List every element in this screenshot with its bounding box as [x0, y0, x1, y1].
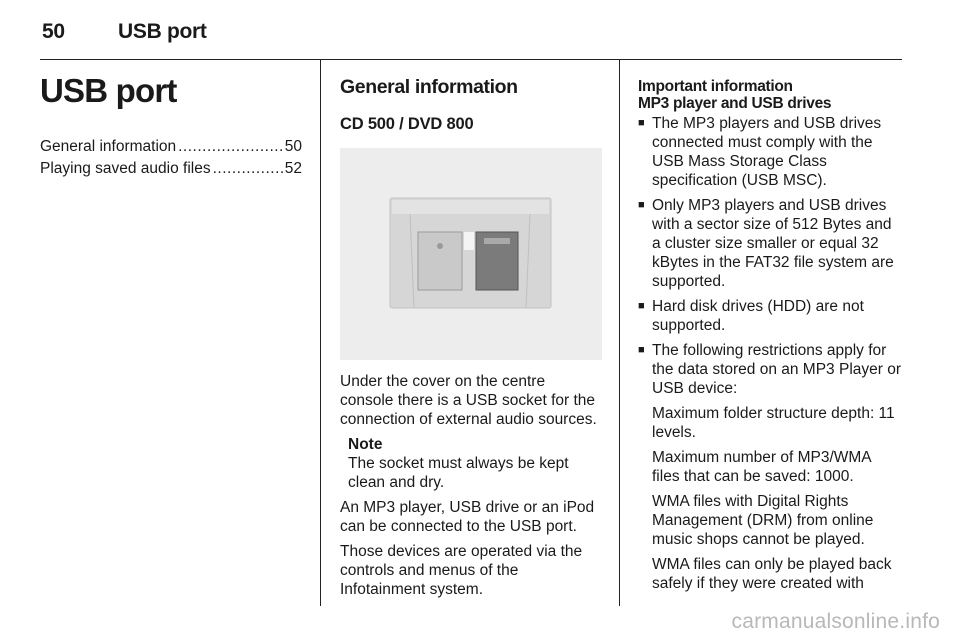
- list-item: [638, 196, 902, 291]
- watermark-text: carmanualsonline.info: [731, 610, 940, 633]
- column-divider-right: [619, 60, 620, 606]
- operation-paragraph: Those devices are operated via the controls and menus of the Infotainment system.: [340, 543, 583, 598]
- toc-entry-general-information[interactable]: [40, 136, 302, 158]
- toc-entry-page: 50: [284, 138, 302, 155]
- intro-paragraph: Under the cover on the centre console there is a USB socket for the connection of external audio sources.: [340, 373, 597, 428]
- general-information-column: [340, 76, 602, 605]
- restriction-item: Maximum number of MP3/WMA files that can be saved: 1000.: [652, 449, 871, 485]
- header-rule: [40, 59, 902, 60]
- list-item-text: Only MP3 players and USB drives with a sector size of 512 Bytes and a cluster size smaller or equal 32 kBytes in the FAT32 file system are supported.: [652, 197, 894, 290]
- toc-entry-label: Playing saved audio files: [40, 160, 211, 177]
- square-bullet-icon: ■: [638, 344, 645, 356]
- square-bullet-icon: ■: [638, 199, 645, 211]
- list-item-text: The MP3 players and USB drives connected must comply with the USB Mass Storage Class specification (USB MSC).: [652, 115, 882, 189]
- connection-paragraph: An MP3 player, USB drive or an iPod can be connected to the USB port.: [340, 499, 595, 535]
- list-item: [638, 341, 902, 398]
- toc-leader-dots: [213, 158, 283, 180]
- restriction-item: WMA files can only be played back safely if they were created with: [652, 556, 892, 592]
- list-item-text: The following restrictions apply for the data stored on an MP3 Player or USB device:: [652, 342, 902, 397]
- restriction-item: Maximum folder structure depth: 11 levels.: [652, 405, 895, 441]
- restriction-item: WMA files with Digital Rights Management (DRM) from online music shops cannot be played.: [652, 493, 874, 548]
- list-item: [638, 297, 902, 335]
- note-title: Note: [348, 436, 383, 453]
- list-item-text: Hard disk drives (HDD) are not supported.: [652, 298, 864, 334]
- toc-entry-page: 52: [284, 160, 302, 177]
- page-number: 50: [42, 20, 65, 43]
- list-item: [638, 114, 902, 190]
- usb-socket-drawing: [340, 148, 602, 360]
- toc-entry-label: General information: [40, 138, 177, 155]
- note-text: The socket must always be kept clean and dry.: [348, 455, 569, 491]
- section-heading: General information: [340, 76, 518, 98]
- toc-leader-dots: [178, 136, 283, 158]
- chapter-title: USB port: [40, 72, 177, 109]
- toc-entry-playing-saved-audio-files[interactable]: [40, 158, 302, 180]
- column-divider-left: [320, 60, 321, 606]
- important-info-heading: Important information: [638, 78, 793, 95]
- important-information-column: [638, 78, 902, 599]
- square-bullet-icon: ■: [638, 300, 645, 312]
- running-header-title: USB port: [118, 20, 207, 43]
- square-bullet-icon: ■: [638, 117, 645, 129]
- mp3-usb-subheading: MP3 player and USB drives: [638, 95, 832, 112]
- note-box: [348, 435, 602, 492]
- model-subheading: CD 500 / DVD 800: [340, 115, 474, 133]
- usb-socket-illustration: [340, 148, 602, 360]
- chapter-toc-column: [40, 72, 302, 180]
